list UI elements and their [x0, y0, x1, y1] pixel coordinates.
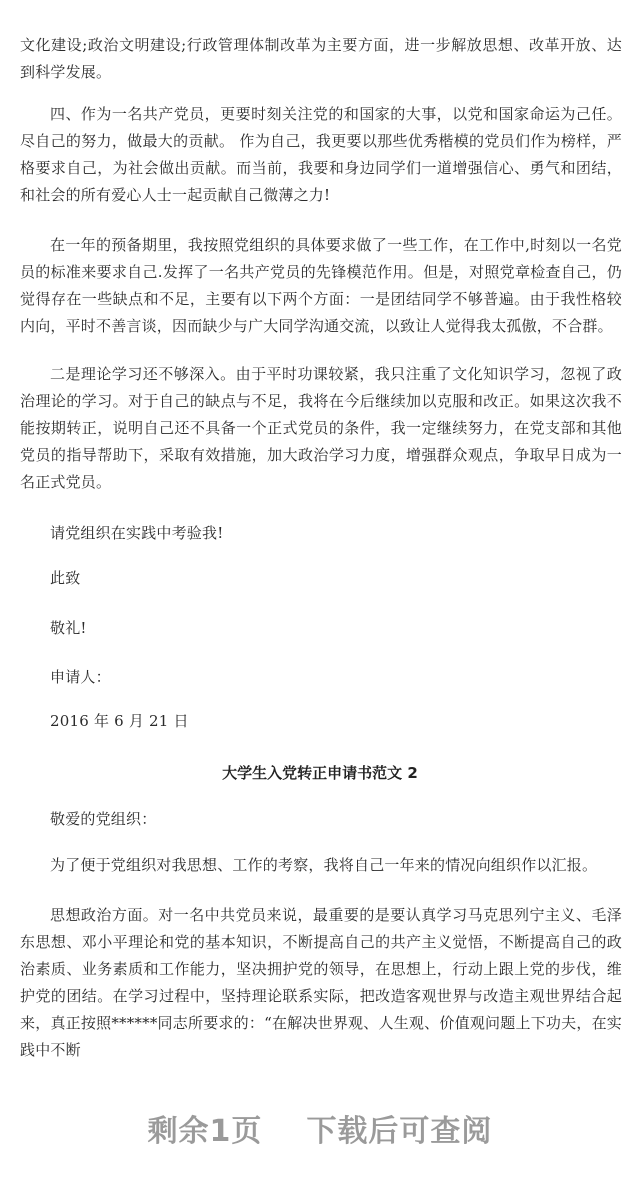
download-footer	[0, 1098, 640, 1158]
paragraph-intro: 为了便于党组织对我思想、工作的考察，我将自己一年来的情况向组织作以汇报。	[50, 856, 598, 874]
paragraph-3: 在一年的预备期里，我按照党组织的具体要求做了一些工作，在工作中,时刻以一名党员的标准来要求自己.发挥了一名共产党员的先锋模范作用。但是，对照党章检查自己，仍觉得存在一些缺点和不足，主要有以下两个方面：一是团结同学不够普遍。由于我性格较内向，平时不善言谈，因而缺少与广大同学沟通交流，以致让人觉得我太孤傲，不合群。	[20, 236, 622, 335]
paragraph-salutation: 此致	[50, 569, 81, 587]
paragraph-1: 文化建设;政治文明建设;行政管理体制改革为主要方面，进一步解放思想、改革开放、达到科学发展。	[20, 36, 622, 81]
paragraph-political: 思想政治方面。对一名中共党员来说，最重要的是要认真学习马克思列宁主义、毛泽东思想、邓小平理论和党的基本知识，不断提高自己的共产主义觉悟，不断提高自己的政治素质、业务素质和工作能力，坚决拥护党的领导，在思想上，行动上跟上党的步伐，维护党的团结。在学习过程中，坚持理论联系实际，把改造客观世界与改造主观世界结合起来，真正按照******同志所要求的：“在解决世界观、人生观、价值观问题上下功夫，在实践中不断	[20, 906, 622, 1059]
section-title-2: 大学生入党转正申请书范文 2	[222, 764, 418, 782]
download-to-view-link[interactable]: 下载后可查阅	[306, 1114, 493, 1149]
paragraph-4: 二是理论学习还不够深入。由于平时功课较紧，我只注重了文化知识学习，忽视了政治理论的学习。对于自己的缺点与不足，我将在今后继续加以克服和改正。如果这次我不能按期转正，说明自己还不具备一个正式党员的条件，我一定继续努力，在党支部和其他党员的指导帮助下，采取有效措施，加大政治学习力度，增强群众观点，争取早日成为一名正式党员。	[20, 365, 622, 491]
remaining-pages-link[interactable]: 剩余1页	[147, 1114, 263, 1149]
paragraph-greeting: 敬爱的党组织：	[50, 810, 157, 828]
paragraph-date: 2016 年 6 月 21 日	[50, 712, 189, 730]
paragraph-closing-request: 请党组织在实践中考验我!	[50, 524, 224, 542]
paragraph-respect: 敬礼!	[50, 619, 87, 637]
paragraph-2: 四、作为一名共产党员，更要时刻关注党的和国家的大事，以党和国家命运为己任。尽自己的努力，做最大的贡献。 作为自己，我更要以那些优秀楷模的党员们作为榜样，严格要求自己，为社会做出贡献。而当前，我要和身边同学们一道增强信心、勇气和团结，和社会的所有爱心人士一起贡献自己微薄之力!	[20, 105, 622, 204]
paragraph-applicant: 申请人：	[50, 668, 111, 686]
